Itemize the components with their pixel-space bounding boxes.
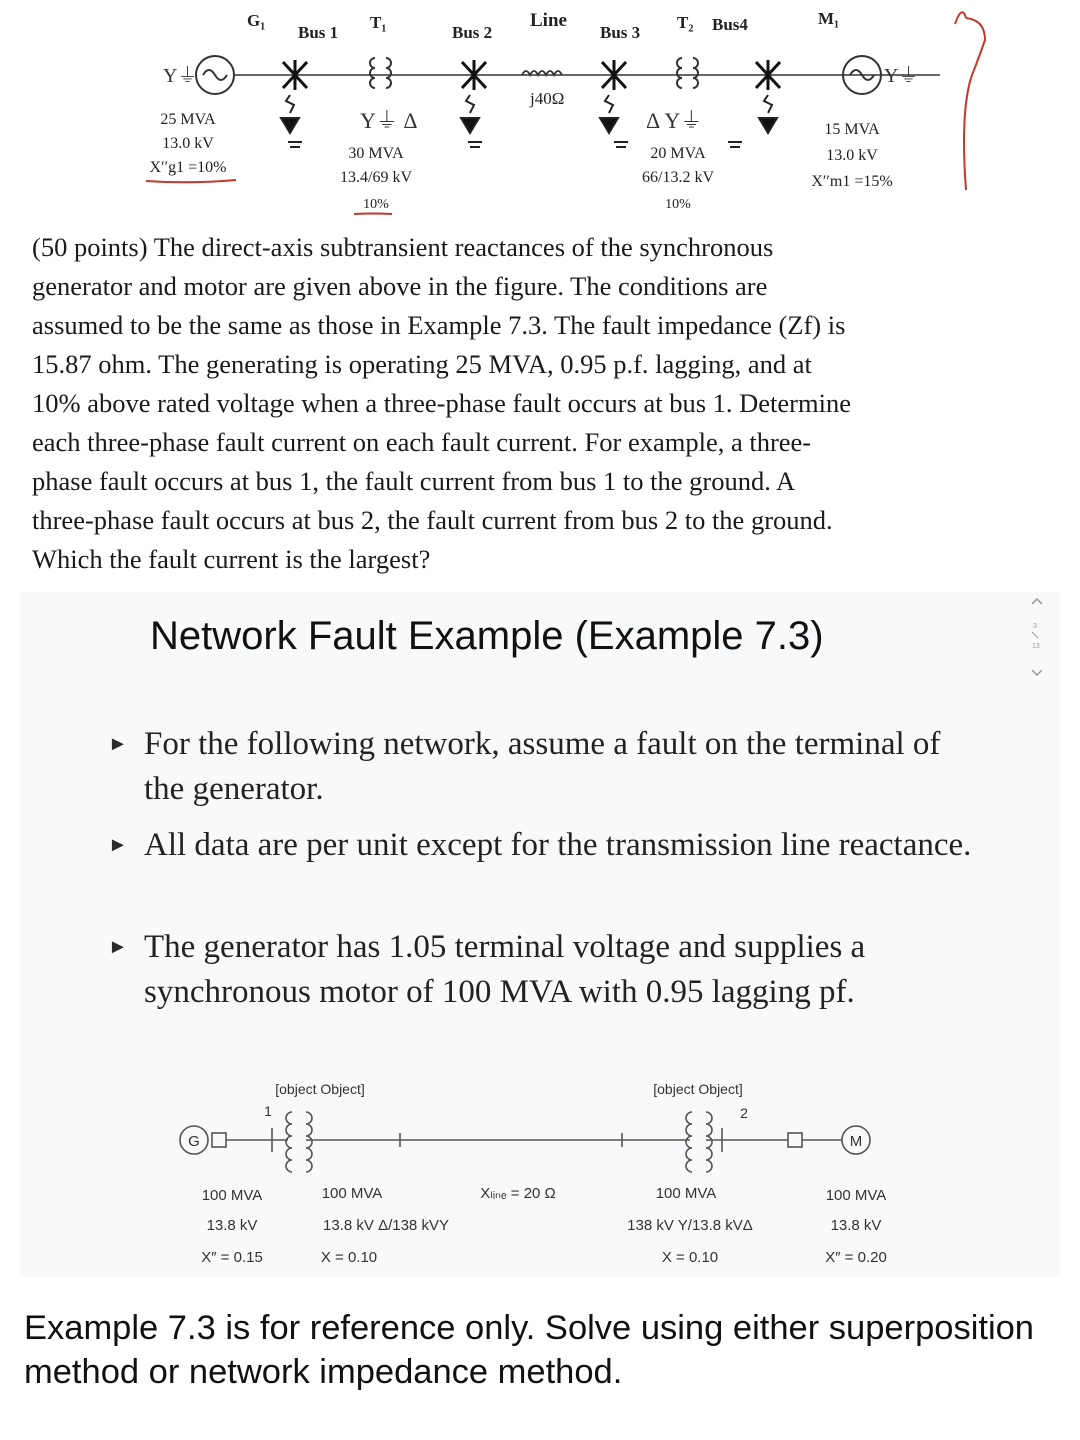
example-slide [20, 592, 1060, 1277]
slide-t1-kv: 13.8 kV Δ/138 kVY [323, 1217, 449, 1234]
t2-x: 10% [665, 197, 691, 212]
slide-navigation[interactable] [1028, 590, 1042, 690]
bullet-text: All data are per unit except for the transmission line reactance. [144, 827, 972, 863]
bus4-label: Bus4 [712, 15, 748, 34]
slide-gen-mva: 100 MVA [201, 1187, 263, 1204]
footer-note: Example 7.3 is for reference only. Solve using either superposition method or network impedance method. [24, 1309, 1034, 1391]
bullet-arrow-icon: ► [108, 834, 128, 856]
top-one-line-diagram [0, 0, 1080, 230]
t1-kv: 13.4/69 kV [340, 169, 412, 186]
line-label: Line [530, 10, 567, 31]
t2-kv: 66/13.2 kV [642, 169, 714, 186]
slide-t1: [object Object] [275, 1081, 365, 1097]
problem-line: (50 points) The direct-axis subtransient reactances of the synchronous [32, 232, 774, 262]
t2-label: T₂ [677, 13, 694, 32]
problem-statement [32, 228, 1062, 579]
bullet-arrow-icon: ► [108, 733, 128, 755]
gen-x: X′′g1 =10% [149, 159, 227, 176]
slide-t1-mva: 100 MVA [321, 1185, 383, 1202]
bus2-label: Bus 2 [452, 23, 493, 42]
g1-label: G₁ [247, 11, 266, 30]
problem-line: 15.87 ohm. The generating is operating 25 MVA, 0.95 p.f. lagging, and at [32, 349, 812, 379]
page-marker-icon: 3 [1033, 623, 1037, 630]
problem-line: assumed to be the same as those in Example 7.3. The fault impedance (Zf) is [32, 310, 846, 340]
chevron-up-icon[interactable] [1032, 599, 1042, 604]
problem-line: generator and motor are given above in the figure. The conditions are [32, 271, 768, 301]
motor-mva: 15 MVA [824, 121, 880, 138]
slide-motor-mva: 100 MVA [825, 1187, 887, 1204]
t1-connection: Y⏚ Δ [360, 108, 418, 133]
slide-t1-x: X = 0.10 [320, 1249, 378, 1266]
slide-line-x: Xₗᵢₙₑ = 20 Ω [480, 1185, 556, 1202]
bullet-text: For the following network, assume a fault on the terminal of the generator. [144, 726, 941, 807]
problem-line: phase fault occurs at bus 1, the fault current from bus 1 to the ground. A [32, 466, 796, 496]
motor-x: X′′m1 =15% [811, 173, 893, 190]
slide-title: Network Fault Example (Example 7.3) [150, 614, 824, 658]
t1-label: T₁ [370, 13, 387, 32]
slide-motor-symbol: M [849, 1133, 863, 1150]
line-impedance: j40Ω [530, 89, 565, 108]
t2-transformer-icon [677, 58, 698, 88]
m1-label: M₁ [818, 9, 840, 28]
slide-motor-kv: 13.8 kV [830, 1217, 882, 1234]
slide-t2: [object Object] [653, 1081, 743, 1097]
gen-mva: 25 MVA [160, 111, 216, 128]
motor-kv: 13.0 kV [826, 147, 878, 164]
bus1-label: Bus 1 [298, 23, 339, 42]
slide-bus1: 1 [264, 1103, 272, 1119]
t1-mva: 30 MVA [348, 145, 404, 162]
problem-line: each three-phase fault current on each fault current. For example, a three- [32, 427, 812, 457]
t2-connection: Δ Y⏚ [646, 108, 703, 133]
bus3-label: Bus 3 [600, 23, 641, 42]
motor-ground-wye-icon: Y⏚ [884, 65, 919, 87]
t2-mva: 20 MVA [650, 145, 706, 162]
chevron-down-icon[interactable] [1032, 670, 1042, 675]
gen-ground-wye-icon: Y⏚ [163, 65, 198, 87]
bullet-text: The generator has 1.05 terminal voltage and supplies a synchronous motor of 100 MVA with 0.95 lagging pf. [144, 929, 866, 1010]
problem-line: Which the fault current is the largest? [32, 544, 431, 574]
slide-gen-symbol: G [188, 1133, 200, 1150]
slide-gen-x: X″ = 0.15 [201, 1249, 263, 1266]
fault-arrow-icons [281, 95, 777, 147]
problem-line: 10% above rated voltage when a three-phase fault occurs at bus 1. Determine [32, 388, 851, 418]
slide-motor-x: X″ = 0.20 [825, 1249, 887, 1266]
slide-gen-kv: 13.8 kV [206, 1217, 258, 1234]
t1-x: 10% [363, 197, 389, 212]
slide-t2-x: X = 0.10 [661, 1249, 719, 1266]
slide-bus2: 2 [740, 1105, 748, 1121]
bullet-arrow-icon: ► [108, 936, 128, 958]
slide-t2-mva: 100 MVA [655, 1185, 717, 1202]
gen-kv: 13.0 kV [162, 135, 214, 152]
page-total-icon: 13 [1032, 643, 1040, 650]
slide-t2-kv: 138 kV Y/13.8 kVΔ [627, 1217, 753, 1234]
t1-transformer-icon [370, 58, 391, 88]
problem-line: three-phase fault occurs at bus 2, the fault current from bus 2 to the ground. [32, 505, 833, 535]
